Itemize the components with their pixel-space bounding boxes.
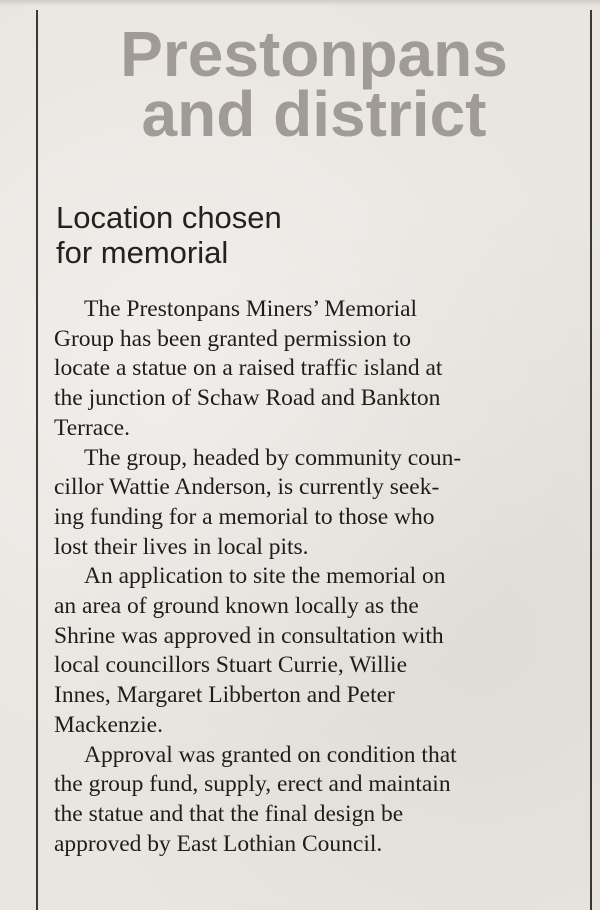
article-headline [56,200,556,270]
body-line: the statue and that the final design be [54,800,404,827]
body-line: The Prestonpans Miners’ Memorial [84,296,418,322]
section-header [38,18,590,150]
body-line: The group, headed by community coun- [84,444,462,471]
top-edge [0,0,600,6]
headline-line-2: for memorial [56,235,229,270]
body-line: Approval was granted on condition that [84,741,457,768]
body-line: Group has been granted permission to [54,325,411,352]
body-line: cillor Wattie Anderson, is currently seek- [54,474,440,501]
body-line: Shrine was approved in consultation with [54,622,444,649]
headline-line-1: Location chosen [56,200,282,235]
body-line: approved by East Lothian Council. [54,830,383,857]
body-line: the group fund, supply, erect and maintain [54,771,451,798]
paragraph-2 [54,444,564,563]
body-line: ing funding for a memorial to those who [54,503,435,530]
body-line: local councillors Stuart Currie, Willie [54,652,407,679]
paragraph-3 [54,562,564,740]
body-line: Terrace. [54,414,130,441]
section-title-line-2: and district [141,78,487,150]
body-line: an area of ground known locally as the [54,593,419,620]
article-body [54,295,564,859]
paragraph-1 [54,295,564,444]
paragraph-4 [54,741,564,860]
body-line: Mackenzie. [54,711,163,738]
body-line: lost their lives in local pits. [54,533,309,560]
body-line: Innes, Margaret Libberton and Peter [54,682,395,709]
section-title-line-1: Prestonpans [120,18,508,90]
body-line: An application to site the memorial on [84,563,446,590]
body-line: the junction of Schaw Road and Bankton [54,385,441,412]
body-line: locate a statue on a raised traffic island at [54,355,443,382]
